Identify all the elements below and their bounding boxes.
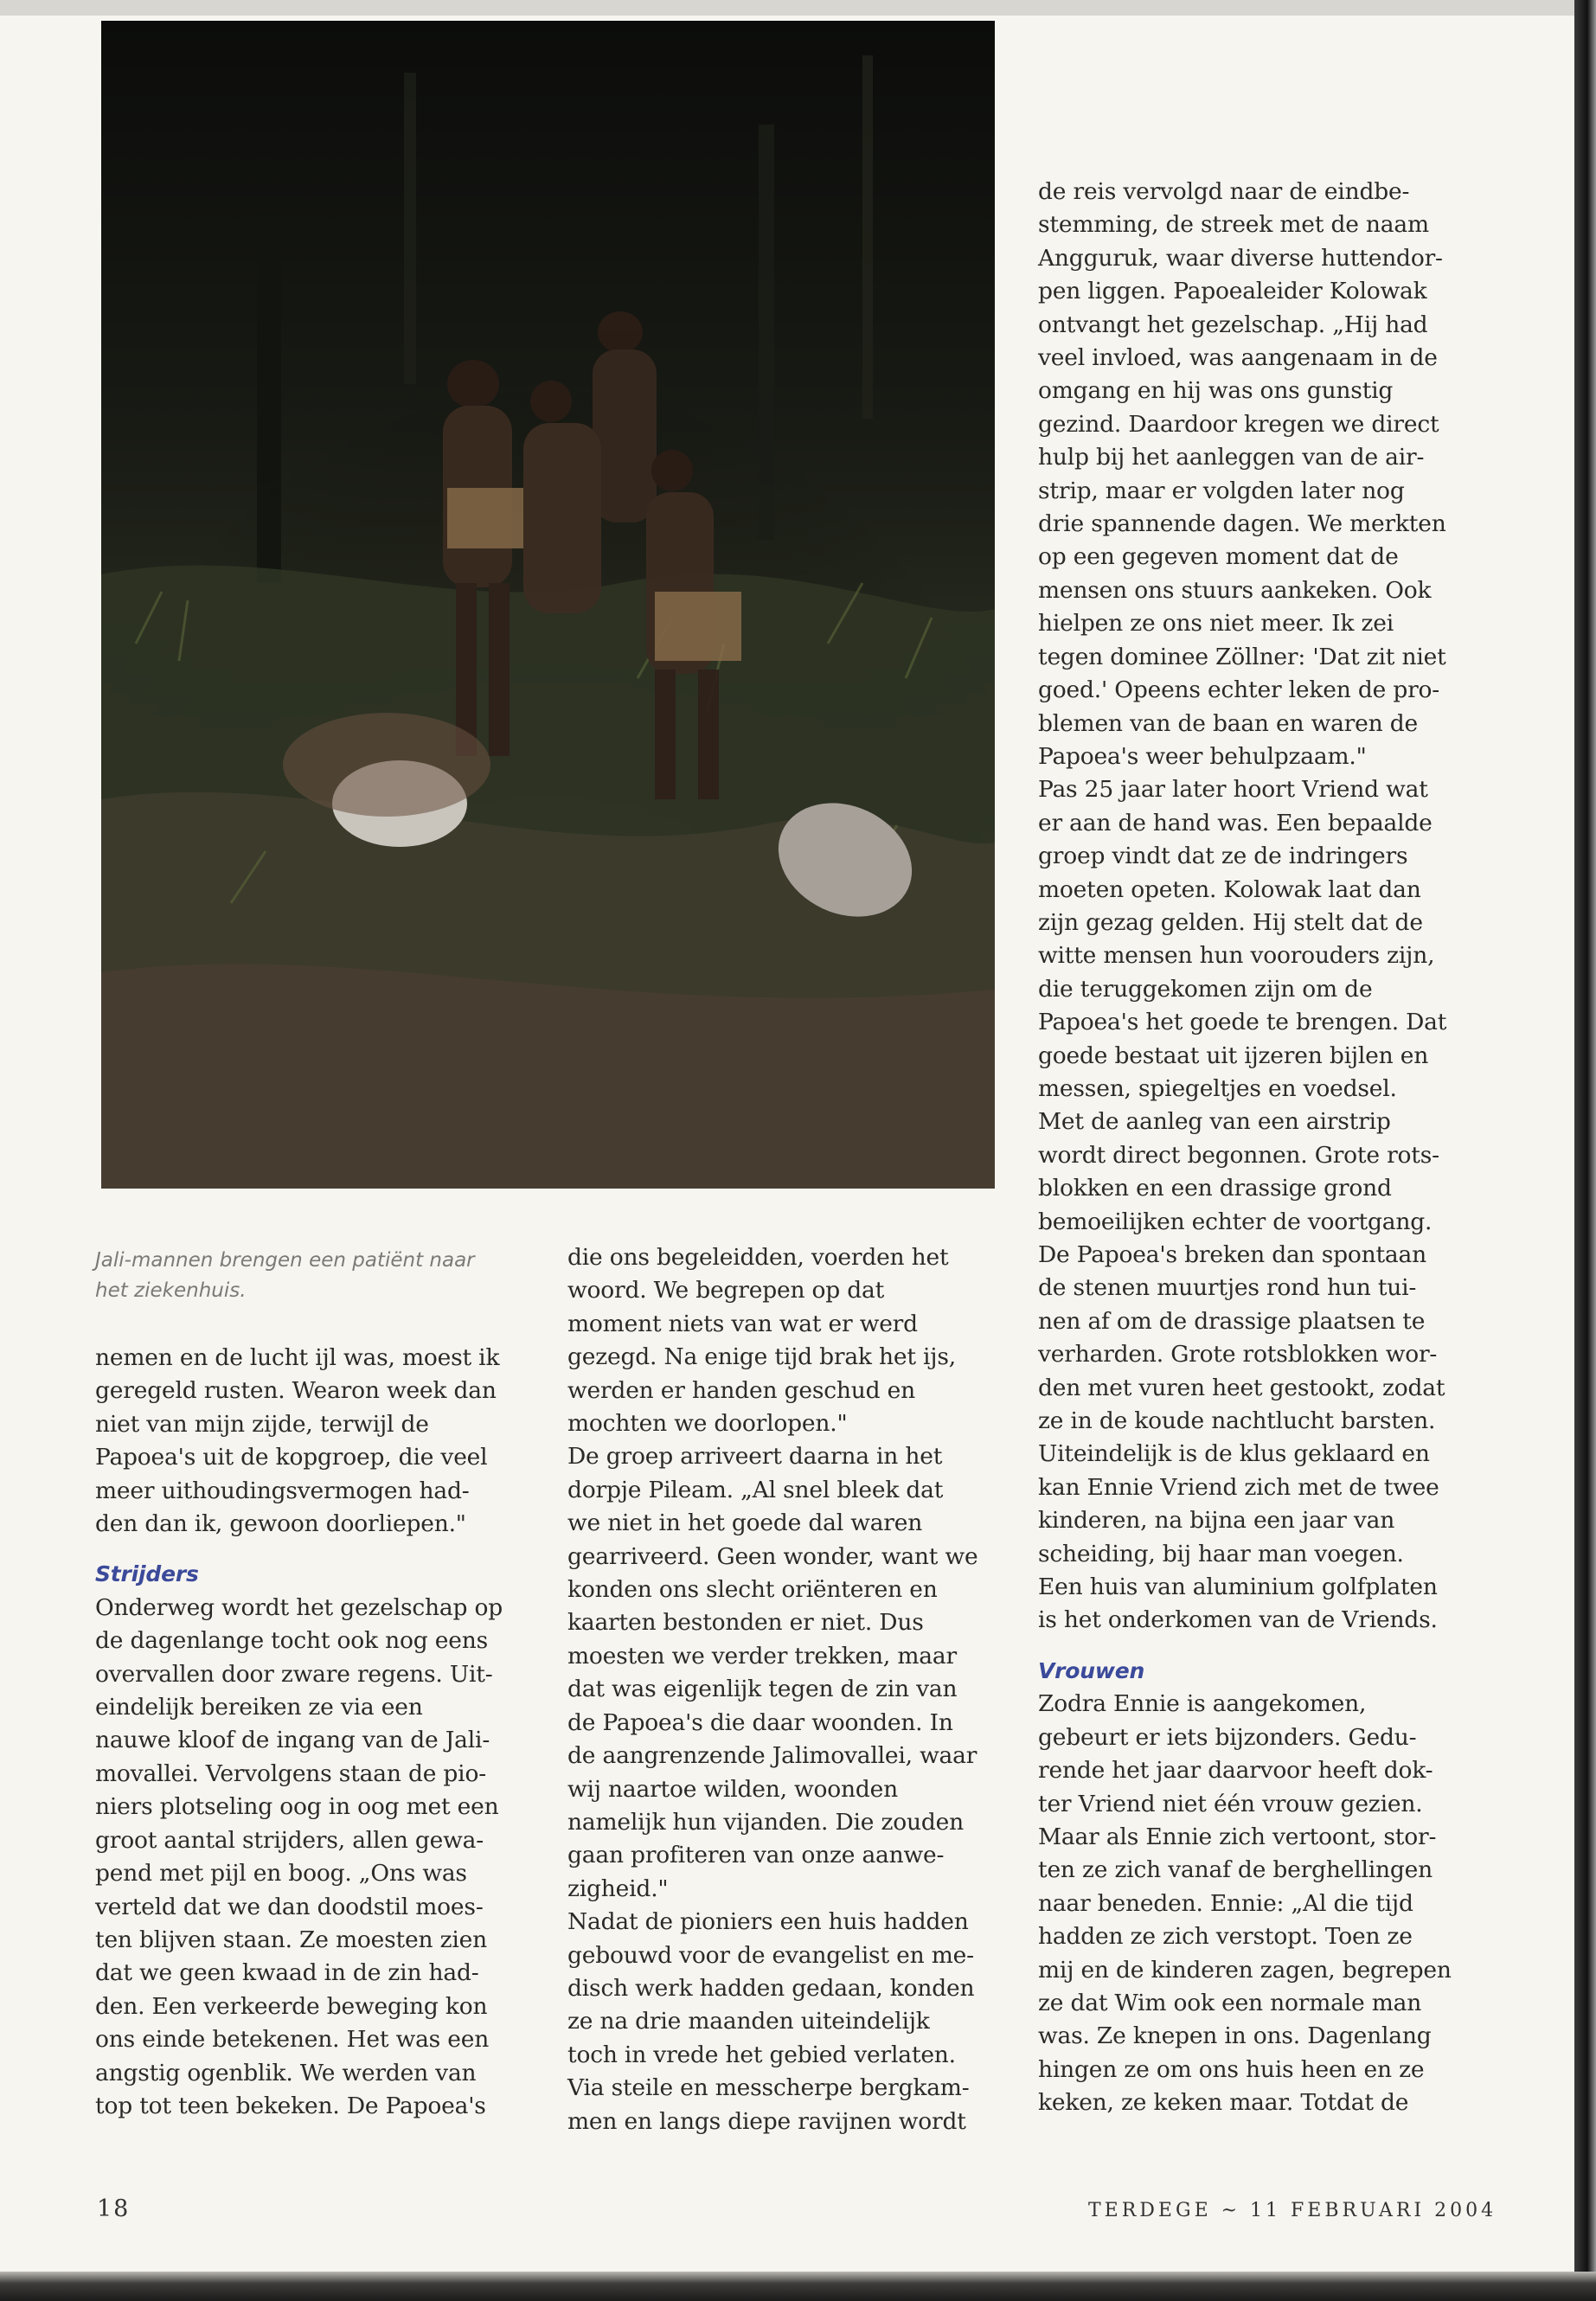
text-line: omgang en hij was ons gunstig [1038, 377, 1394, 405]
text-line: den. Een verkeerde beweging kon [95, 1992, 488, 2020]
text-line: Uiteindelijk is de klus geklaard en [1038, 1440, 1430, 1468]
text-line: was. Ze knepen in ons. Dagenlang [1038, 2022, 1432, 2050]
text-line: hadden ze zich verstopt. Toen ze [1038, 1923, 1413, 1951]
text-line: movallei. Vervolgens staan de pio- [95, 1759, 486, 1787]
text-line: Met de aanleg van een airstrip [1038, 1108, 1391, 1136]
text-line: dat was eigenlijk tegen de zin van [567, 1676, 958, 1703]
text-line: toch in vrede het gebied verlaten. [567, 2041, 956, 2068]
text-line: op een gegeven moment dat de [1038, 543, 1399, 571]
text-line: hingen ze om ons huis heen en ze [1038, 2055, 1425, 2083]
text-line: werden er handen geschud en [567, 1376, 915, 1404]
text-line: strip, maar er volgden later nog [1038, 477, 1405, 504]
text-line: geregeld rusten. Wearon week dan [95, 1377, 497, 1405]
text-line: wordt direct begonnen. Grote rots- [1038, 1141, 1439, 1169]
text-line: ons einde betekenen. Het was een [95, 2026, 490, 2054]
text-line: verteld dat we dan doodstil moes- [95, 1893, 484, 1920]
text-line: de Papoea's die daar woonden. In [567, 1708, 953, 1736]
text-line: witte mensen hun voorouders zijn, [1038, 942, 1435, 970]
text-line: top tot teen bekeken. De Papoea's [95, 2092, 486, 2119]
text-line: Onderweg wordt het gezelschap op [95, 1593, 503, 1621]
text-line: kinderen, na bijna een jaar van [1038, 1507, 1395, 1535]
text-line: veel invloed, was aangenaam in de [1038, 344, 1438, 372]
text-line: drie spannende dagen. We merkten [1038, 510, 1446, 538]
text-line: verharden. Grote rotsblokken wor- [1038, 1341, 1438, 1368]
text-line: bemoeilijken echter de voortgang. [1038, 1208, 1433, 1235]
text-line: mochten we doorlopen." [567, 1410, 848, 1438]
text-line: namelijk hun vijanden. Die zouden [567, 1808, 964, 1836]
text-line: dorpje Pileam. „Al snel bleek dat [567, 1476, 944, 1503]
text-line: ten ze zich vanaf de berghellingen [1038, 1856, 1433, 1884]
text-line: niers plotseling oog in oog met een [95, 1793, 499, 1821]
text-line: woord. We begrepen op dat [567, 1277, 885, 1304]
text-line: gearriveerd. Geen wonder, want we [567, 1542, 978, 1570]
text-line: De Papoea's breken dan spontaan [1038, 1241, 1426, 1268]
text-line: mij en de kinderen zagen, begrepen [1038, 1956, 1452, 1984]
text-line: hulp bij het aanleggen van de air- [1038, 444, 1425, 471]
text-line: den met vuren heet gestookt, zodat [1038, 1374, 1445, 1401]
column-3 [1038, 176, 1488, 2120]
text-line: ter Vriend niet één vrouw gezien. [1038, 1790, 1423, 1817]
text-line: is het onderkomen van de Vriends. [1038, 1606, 1438, 1634]
text-line: angstig ogenblik. We werden van [95, 2059, 477, 2086]
text-line: kan Ennie Vriend zich met de twee [1038, 1473, 1439, 1501]
page-edge-bottom [0, 2272, 1596, 2301]
caption-line: Jali-mannen brengen een patiënt naar [95, 1249, 475, 1272]
magazine-footer: TERDEGE ~ 11 FEBRUARI 2004 [1088, 2200, 1497, 2221]
text-line: rende het jaar daarvoor heeft dok- [1038, 1757, 1433, 1785]
text-line: gebouwd voor de evangelist en me- [567, 1941, 974, 1969]
text-line: moeten opeten. Kolowak laat dan [1038, 875, 1421, 903]
text-line: Een huis van aluminium golfplaten [1038, 1574, 1438, 1601]
text-line: pen liggen. Papoealeider Kolowak [1038, 278, 1427, 305]
text-line: mensen ons stuurs aankeken. Ook [1038, 576, 1432, 604]
text-line: hielpen ze ons niet meer. Ik zei [1038, 610, 1394, 638]
text-line: ze dat Wim ook een normale man [1038, 1989, 1422, 2016]
text-line: ten blijven staan. Ze moesten zien [95, 1926, 487, 1953]
jungle-photo-illustration [101, 21, 995, 1189]
text-line: die teruggekomen zijn om de [1038, 975, 1373, 1003]
text-line: moesten we verder trekken, maar [567, 1642, 957, 1670]
text-line: keken, ze keken maar. Totdat de [1038, 2089, 1409, 2117]
text-line: Via steile en messcherpe bergkam- [567, 2074, 970, 2102]
text-line: Nadat de pioniers een huis hadden [567, 1908, 969, 1936]
text-line: zijn gezag gelden. Hij stelt dat de [1038, 908, 1423, 936]
text-line: disch werk hadden gedaan, konden [567, 1974, 975, 2002]
text-line: nen af om de drassige plaatsen te [1038, 1307, 1426, 1335]
article-photo [101, 21, 995, 1189]
text-line: ze na drie maanden uiteindelijk [567, 2008, 930, 2035]
text-line: de dagenlange tocht ook nog eens [95, 1627, 488, 1655]
text-line: gezegd. Na enige tijd brak het ijs, [567, 1343, 956, 1371]
text-line: Zodra Ennie is aangekomen, [1038, 1690, 1367, 1718]
text-line: scheiding, bij haar man voegen. [1038, 1540, 1404, 1567]
text-line: kaarten bestonden er niet. Dus [567, 1609, 924, 1637]
text-line: Papoea's het goede te brengen. Dat [1038, 1009, 1447, 1036]
text-line: gaan profiteren van onze aanwe- [567, 1842, 945, 1869]
text-line: pend met pijl en boog. „Ons was [95, 1860, 467, 1888]
text-line: konden ons slecht oriënteren en [567, 1576, 938, 1604]
text-line: ontvangt het gezelschap. „Hij had [1038, 311, 1428, 338]
text-line: overvallen door zware regens. Uit- [95, 1660, 493, 1688]
text-line: Papoea's weer behulpzaam." [1038, 742, 1367, 770]
text-line: niet van mijn zijde, terwijl de [95, 1410, 429, 1438]
text-line: de reis vervolgd naar de eindbe- [1038, 178, 1410, 205]
section-heading-vrouwen: Vrouwen [1038, 1657, 1145, 1683]
text-line: Maar als Ennie zich vertoont, stor- [1038, 1823, 1437, 1850]
text-line: wij naartoe wilden, woonden [567, 1775, 899, 1803]
text-line: de aangrenzende Jalimovallei, waar [567, 1742, 977, 1770]
text-line: goede bestaat uit ijzeren bijlen en [1038, 1042, 1429, 1069]
page-edge-right [1574, 0, 1596, 2301]
text-line: we niet in het goede dal waren [567, 1509, 923, 1537]
text-line: tegen dominee Zöllner: 'Dat zit niet [1038, 643, 1446, 670]
text-line: groep vindt dat ze de indringers [1038, 843, 1408, 870]
text-line: die ons begeleidden, voerden het [567, 1244, 949, 1271]
text-line: moment niets van wat er werd [567, 1310, 918, 1337]
text-line: men en langs diepe ravijnen wordt [567, 2107, 966, 2135]
text-line: groot aantal strijders, allen gewa- [95, 1826, 484, 1854]
text-line: nauwe kloof de ingang van de Jali- [95, 1727, 490, 1754]
photo-caption [95, 1246, 528, 1306]
text-line: Angguruk, waar diverse huttendor- [1038, 244, 1443, 272]
text-line: gezind. Daardoor kregen we direct [1038, 410, 1439, 438]
text-line: meer uithoudingsvermogen had- [95, 1477, 470, 1504]
text-line: de stenen muurtjes rond hun tui- [1038, 1274, 1417, 1302]
text-line: den dan ik, gewoon doorliepen." [95, 1510, 466, 1538]
column-1 [95, 1342, 528, 2123]
page-number: 18 [97, 2195, 131, 2222]
text-line: blemen van de baan en waren de [1038, 709, 1418, 737]
text-line: ze in de koude nachtlucht barsten. [1038, 1407, 1436, 1435]
text-line: gebeurt er iets bijzonders. Gedu- [1038, 1723, 1417, 1751]
section-heading-strijders: Strijders [95, 1561, 199, 1587]
text-line: dat we geen kwaad in de zin had- [95, 1959, 479, 1987]
text-line: blokken en een drassige grond [1038, 1175, 1392, 1202]
magazine-page [0, 16, 1574, 2272]
text-line: er aan de hand was. Een bepaalde [1038, 809, 1433, 836]
caption-line: het ziekenhuis. [95, 1279, 247, 1302]
text-line: messen, spiegeltjes en voedsel. [1038, 1074, 1397, 1102]
text-line: naar beneden. Ennie: „Al die tijd [1038, 1889, 1413, 1917]
text-line: stemming, de streek met de naam [1038, 211, 1429, 239]
text-line: Papoea's uit de kopgroep, die veel [95, 1444, 488, 1471]
text-line: De groep arriveert daarna in het [567, 1443, 943, 1471]
column-2 [567, 1241, 1009, 2138]
text-line: goed.' Opeens echter leken de pro- [1038, 676, 1440, 704]
text-line: nemen en de lucht ijl was, moest ik [95, 1344, 500, 1371]
text-line: Pas 25 jaar later hoort Vriend wat [1038, 776, 1428, 804]
text-line: zigheid." [567, 1875, 669, 1902]
text-line: eindelijk bereiken ze via een [95, 1694, 423, 1721]
